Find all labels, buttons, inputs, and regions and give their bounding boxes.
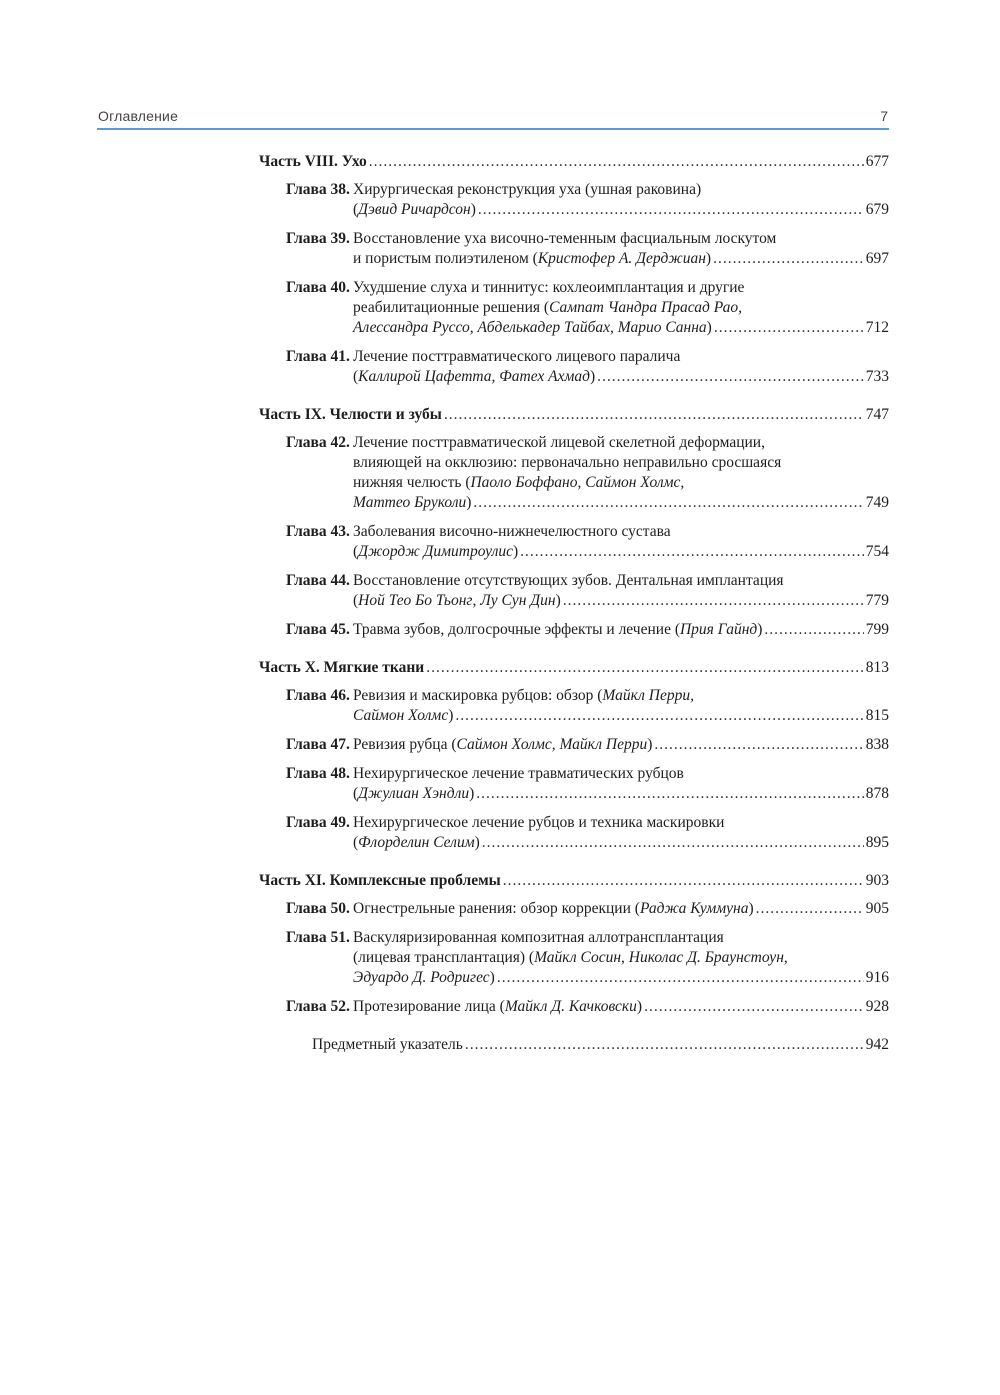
chapter-label: Глава 51. [286, 929, 350, 946]
chapter-label: Глава 48. [286, 765, 350, 782]
dot-leader [764, 620, 863, 640]
chapter-title-text: Огнестрельные ранения: обзор коррекции (Раджа Куммуна) [353, 900, 754, 917]
chapter-title-text: (Дэвид Ричардсон) [353, 201, 476, 218]
chapter-last-line [353, 542, 889, 562]
dot-leader [369, 152, 864, 172]
chapter-title-line: влияющей на окклюзию: первоначально неправильно сросшаяся [353, 454, 782, 471]
toc-chapter[interactable] [259, 686, 889, 726]
chapter-author: Паоло Боффано, Саймон Холмс, [470, 474, 685, 491]
chapter-title-text: (Джулиан Хэндли) [353, 785, 475, 802]
chapter-author: Алессандра Руссо, Абделькадер Тайбах, Марио Санна [353, 319, 707, 336]
chapter-title-line: Лечение посттравматического лицевого паралича [353, 348, 681, 365]
chapter-title-text: Ревизия рубца (Саймон Холмс, Майкл Перри) [353, 736, 653, 753]
part-title: Часть VIII. Ухо [259, 153, 367, 170]
chapter-page-number: 838 [865, 736, 889, 753]
chapter-label: Глава 40. [286, 279, 350, 296]
dot-leader [714, 318, 864, 338]
chapter-title-text: и пористым полиэтиленом (Кристофер А. Дерджиан) [353, 250, 712, 267]
chapter-author: Джордж Димитроулис [358, 543, 513, 560]
chapter-author: Прия Гайнд [679, 621, 758, 638]
dot-leader [597, 367, 864, 387]
part-title: Часть IX. Челюсти и зубы [259, 406, 442, 423]
toc-chapter[interactable] [259, 433, 889, 513]
chapter-page-number: 697 [865, 250, 889, 267]
chapter-label: Глава 38. [286, 181, 350, 198]
chapter-title-text: (Каллирой Цафетта, Фатех Ахмад) [353, 368, 596, 385]
dot-leader [444, 405, 864, 425]
part-page-number: 903 [865, 872, 889, 889]
chapter-title-line: Нехирургическое лечение травматических рубцов [353, 765, 684, 782]
chapter-last-line [353, 620, 889, 640]
chapter-title-text: Алессандра Руссо, Абделькадер Тайбах, Марио Санна) [353, 319, 712, 336]
chapter-title-text: (Флорделин Селим) [353, 834, 480, 851]
chapter-page-number: 815 [865, 707, 889, 724]
toc-chapter[interactable] [259, 764, 889, 804]
chapter-label: Глава 42. [286, 434, 350, 451]
chapter-last-line [353, 200, 889, 220]
chapter-title-text: Травма зубов, долгосрочные эффекты и лечение (Прия Гайнд) [353, 621, 763, 638]
toc-part [259, 871, 889, 891]
toc-chapter[interactable] [259, 928, 889, 988]
dot-leader [455, 706, 863, 726]
chapter-page-number: 733 [865, 368, 889, 385]
chapter-page-number: 712 [865, 319, 889, 336]
chapter-author: Флорделин Селим [358, 834, 475, 851]
chapter-author: Майкл Перри, [602, 687, 694, 704]
part-title: Часть XI. Комплексные проблемы [259, 872, 501, 889]
table-of-contents [259, 152, 889, 1055]
chapter-title-line: реабилитационные решения (Сампат Чандра Прасад Рао, [353, 299, 742, 316]
chapter-title-text: Эдуардо Д. Родригес) [353, 969, 495, 986]
chapter-page-number: 679 [865, 201, 889, 218]
toc-chapter[interactable] [259, 347, 889, 387]
chapter-author: Ной Тео Бо Тьонг, Лу Сун Дин [358, 592, 556, 609]
toc-part [259, 152, 889, 172]
dot-leader [476, 784, 863, 804]
chapter-label: Глава 45. [286, 621, 350, 638]
chapter-author: Саймон Холмс [353, 707, 449, 724]
chapter-page-number: 799 [865, 621, 889, 638]
toc-chapter[interactable] [259, 180, 889, 220]
toc-chapter[interactable] [259, 735, 889, 755]
chapter-title-line: Нехирургическое лечение рубцов и техника маскировки [353, 814, 725, 831]
chapter-label: Глава 46. [286, 687, 350, 704]
chapter-last-line [353, 249, 889, 269]
dot-leader [756, 899, 864, 919]
chapter-label: Глава 44. [286, 572, 350, 589]
chapter-author: Маттео Бруколи [353, 494, 467, 511]
chapter-last-line [353, 833, 889, 853]
chapter-page-number: 905 [865, 900, 889, 917]
part-page-number: 677 [865, 153, 889, 170]
chapter-title-line: Восстановление отсутствующих зубов. Дентальная имплантация [353, 572, 784, 589]
dot-leader [426, 658, 864, 678]
chapter-title-line: Ревизия и маскировка рубцов: обзор (Майкл Перри, [353, 687, 694, 704]
chapter-label: Глава 39. [286, 230, 350, 247]
chapter-last-line [353, 493, 889, 513]
dot-leader [563, 591, 864, 611]
chapter-title-line: Лечение посттравматической лицевой скелетной деформации, [353, 434, 765, 451]
dot-leader [478, 200, 864, 220]
chapter-title-line: (лицевая трансплантация) (Майкл Сосин, Николас Д. Браунстоун, [353, 949, 788, 966]
chapter-last-line [353, 968, 889, 988]
chapter-title-line: Заболевания височно-нижнечелюстного сустава [353, 523, 671, 540]
chapter-label: Глава 49. [286, 814, 350, 831]
running-header [97, 106, 889, 130]
index-page-number: 942 [865, 1036, 889, 1053]
toc-part-row[interactable] [259, 658, 889, 678]
toc-part-row[interactable] [259, 152, 889, 172]
toc-chapter[interactable] [259, 899, 889, 919]
index-row [312, 1035, 889, 1055]
chapter-title-text: Маттео Бруколи) [353, 494, 472, 511]
chapter-title-line: нижняя челюсть (Паоло Боффано, Саймон Холмс, [353, 474, 685, 491]
chapter-page-number: 749 [865, 494, 889, 511]
chapter-label: Глава 50. [286, 900, 350, 917]
chapter-last-line [353, 899, 889, 919]
toc-chapter[interactable] [259, 571, 889, 611]
toc-chapter[interactable] [259, 229, 889, 269]
toc-part-row[interactable] [259, 405, 889, 425]
chapter-last-line [353, 591, 889, 611]
part-page-number: 813 [865, 659, 889, 676]
chapter-author: Каллирой Цафетта, Фатех Ахмад [358, 368, 590, 385]
dot-leader [473, 493, 863, 513]
toc-part [259, 405, 889, 425]
part-title: Часть X. Мягкие ткани [259, 659, 425, 676]
part-page-number: 747 [865, 406, 889, 423]
chapter-author: Кристофер А. Дерджиан [537, 250, 706, 267]
chapter-last-line [353, 784, 889, 804]
chapter-title-line: Васкуляризированная композитная аллотрансплантация [353, 929, 724, 946]
toc-chapter[interactable] [259, 278, 889, 338]
chapter-page-number: 878 [865, 785, 889, 802]
chapter-author: Майкл Сосин, Николас Д. Браунстоун, [534, 949, 788, 966]
dot-leader [503, 871, 864, 891]
toc-chapter[interactable] [259, 620, 889, 640]
dot-leader [713, 249, 864, 269]
chapter-author: Джулиан Хэндли [358, 785, 470, 802]
chapter-page-number: 754 [865, 543, 889, 560]
toc-part [259, 658, 889, 678]
toc-chapter[interactable] [259, 813, 889, 853]
chapter-last-line [353, 706, 889, 726]
chapter-page-number: 916 [865, 969, 889, 986]
dot-leader [654, 735, 863, 755]
chapter-author: Раджа Куммуна [639, 900, 749, 917]
dot-leader [465, 1035, 864, 1055]
chapter-last-line [353, 367, 889, 387]
index-title: Предметный указатель [312, 1036, 463, 1053]
chapter-author: Майкл Д. Качковски [504, 998, 637, 1015]
chapter-author: Дэвид Ричардсон [358, 201, 471, 218]
chapter-author: Эдуардо Д. Родригес [353, 969, 490, 986]
chapter-title-text: Саймон Холмс) [353, 707, 454, 724]
dot-leader [482, 833, 864, 853]
chapter-author: Саймон Холмс, Майкл Перри [456, 736, 648, 753]
chapter-page-number: 928 [865, 998, 889, 1015]
dot-leader [644, 997, 864, 1017]
chapter-title-text: (Джордж Димитроулис) [353, 543, 519, 560]
chapter-title-line: Восстановление уха височно-теменным фасциальным лоскутом [353, 230, 777, 247]
chapter-page-number: 895 [865, 834, 889, 851]
page-number: 7 [880, 108, 888, 124]
chapter-label: Глава 52. [286, 998, 350, 1015]
chapter-title-text: (Ной Тео Бо Тьонг, Лу Сун Дин) [353, 592, 561, 609]
toc-index[interactable] [259, 1035, 889, 1055]
chapter-author: Сампат Чандра Прасад Рао, [549, 299, 742, 316]
dot-leader [497, 968, 864, 988]
toc-chapter[interactable] [259, 997, 889, 1017]
chapter-last-line [353, 735, 889, 755]
chapter-last-line [353, 997, 889, 1017]
toc-chapter[interactable] [259, 522, 889, 562]
toc-part-row[interactable] [259, 871, 889, 891]
chapter-page-number: 779 [865, 592, 889, 609]
chapter-last-line [353, 318, 889, 338]
chapter-label: Глава 41. [286, 348, 350, 365]
chapter-title-line: Ухудшение слуха и тиннитус: кохлеоимплантация и другие [353, 279, 745, 296]
chapter-title-line: Хирургическая реконструкция уха (ушная раковина) [353, 181, 702, 198]
chapter-label: Глава 47. [286, 736, 350, 753]
running-header-title: Оглавление [98, 108, 179, 124]
chapter-label: Глава 43. [286, 523, 350, 540]
dot-leader [520, 542, 864, 562]
chapter-title-text: Протезирование лица (Майкл Д. Качковски) [353, 998, 643, 1015]
